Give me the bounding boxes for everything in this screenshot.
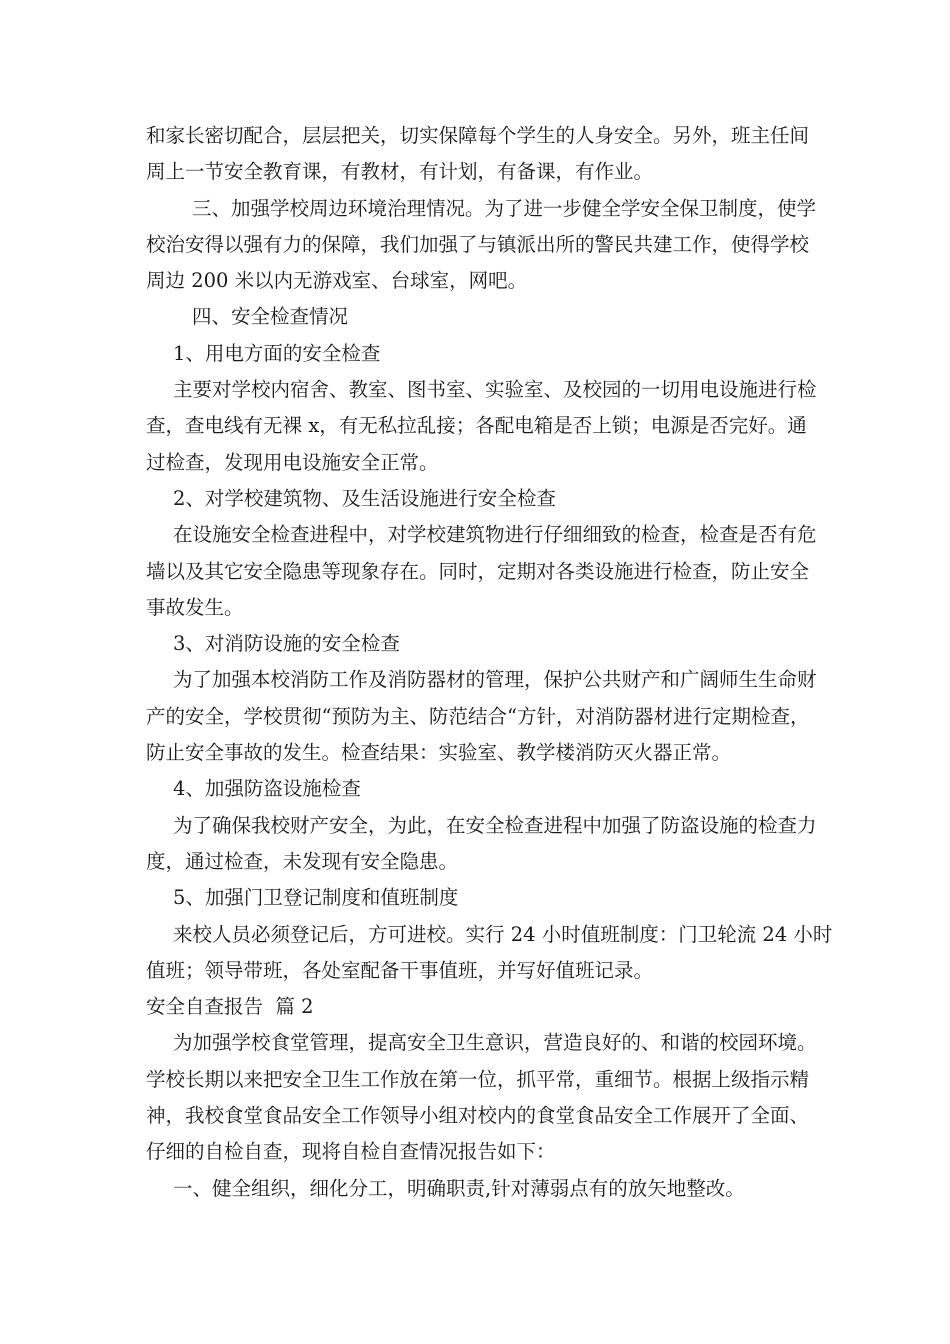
text-line: 三、加强学校周边环境治理情况。为了进一步健全学安全保卫制度，使学 — [192, 196, 817, 220]
text-line: 和家长密切配合，层层把关，切实保障每个学生的人身安全。另外，班主任间 — [146, 124, 810, 147]
text-line: 产的安全，学校贯彻“预防为主、防范结合“方针，对消防器材进行定期检查， — [146, 704, 810, 728]
text-line: 校治安得以强有力的保障，我们加强了与镇派出所的警民共建工作，使得学校 — [146, 232, 810, 256]
text-line: 事故发生。 — [146, 595, 244, 619]
text-line: 仔细的自检自查，现将自检自查情况报告如下： — [146, 1140, 556, 1164]
text-line: 2、对学校建筑物、及生活设施进行安全检查 — [173, 486, 556, 510]
text-line: 周边 200 米以内无游戏室、台球室，网吧。 — [146, 269, 528, 293]
document-body — [146, 118, 833, 1207]
text-line: 防止安全事故的发生。检查结果：实验室、教学楼消防灭火器正常。 — [146, 741, 732, 765]
text-line: 5、加强门卫登记制度和值班制度 — [173, 886, 459, 910]
text-line: 过检查，发现用电设施安全正常。 — [146, 450, 439, 474]
text-line: 4、加强防盗设施检查 — [173, 777, 361, 801]
text-line: 3、对消防设施的安全检查 — [173, 632, 400, 656]
text-line: 为了确保我校财产安全，为此，在安全检查进程中加强了防盗设施的检查力 — [173, 813, 817, 837]
text-line: 1、用电方面的安全检查 — [173, 341, 381, 365]
text-line: 来校人员必须登记后，方可进校。实行 24 小时值班制度：门卫轮流 24 小时 — [173, 922, 833, 946]
text-line: 学校长期以来把安全卫生工作放在第一位，抓平常，重细节。根据上级指示精 — [146, 1067, 810, 1091]
text-line: 安全自查报告 篇 2 — [146, 995, 314, 1019]
text-line: 值班；领导带班，各处室配备干事值班，并写好值班记录。 — [146, 958, 654, 982]
text-line: 神，我校食堂食品安全工作领导小组对校内的食堂食品安全工作展开了全面、 — [146, 1104, 810, 1128]
text-line: 四、安全检查情况 — [192, 305, 349, 329]
text-line: 为加强学校食堂管理，提高安全卫生意识，营造良好的、和谐的校园环境。 — [173, 1031, 817, 1055]
text-line: 墙以及其它安全隐患等现象存在。同时，定期对各类设施进行检查，防止安全 — [146, 559, 810, 583]
text-line: 周上一节安全教育课，有教材，有计划，有备课，有作业。 — [146, 160, 654, 184]
text-line: 在设施安全检查进程中，对学校建筑物进行仔细细致的检查，检查是否有危 — [173, 523, 817, 547]
text-line: 查，查电线有无裸 x，有无私拉乱接；各配电箱是否上锁；电源是否完好。通 — [146, 414, 807, 438]
text-line: 主要对学校内宿舍、教室、图书室、实验室、及校园的一切用电设施进行检 — [173, 378, 817, 402]
text-line: 一、健全组织，细化分工，明确职责,针对薄弱点有的放矢地整改。 — [173, 1176, 745, 1200]
text-line: 度，通过检查，未发现有安全隐患。 — [146, 849, 459, 873]
text-line: 为了加强本校消防工作及消防器材的管理，保护公共财产和广阔师生生命财 — [173, 668, 817, 692]
